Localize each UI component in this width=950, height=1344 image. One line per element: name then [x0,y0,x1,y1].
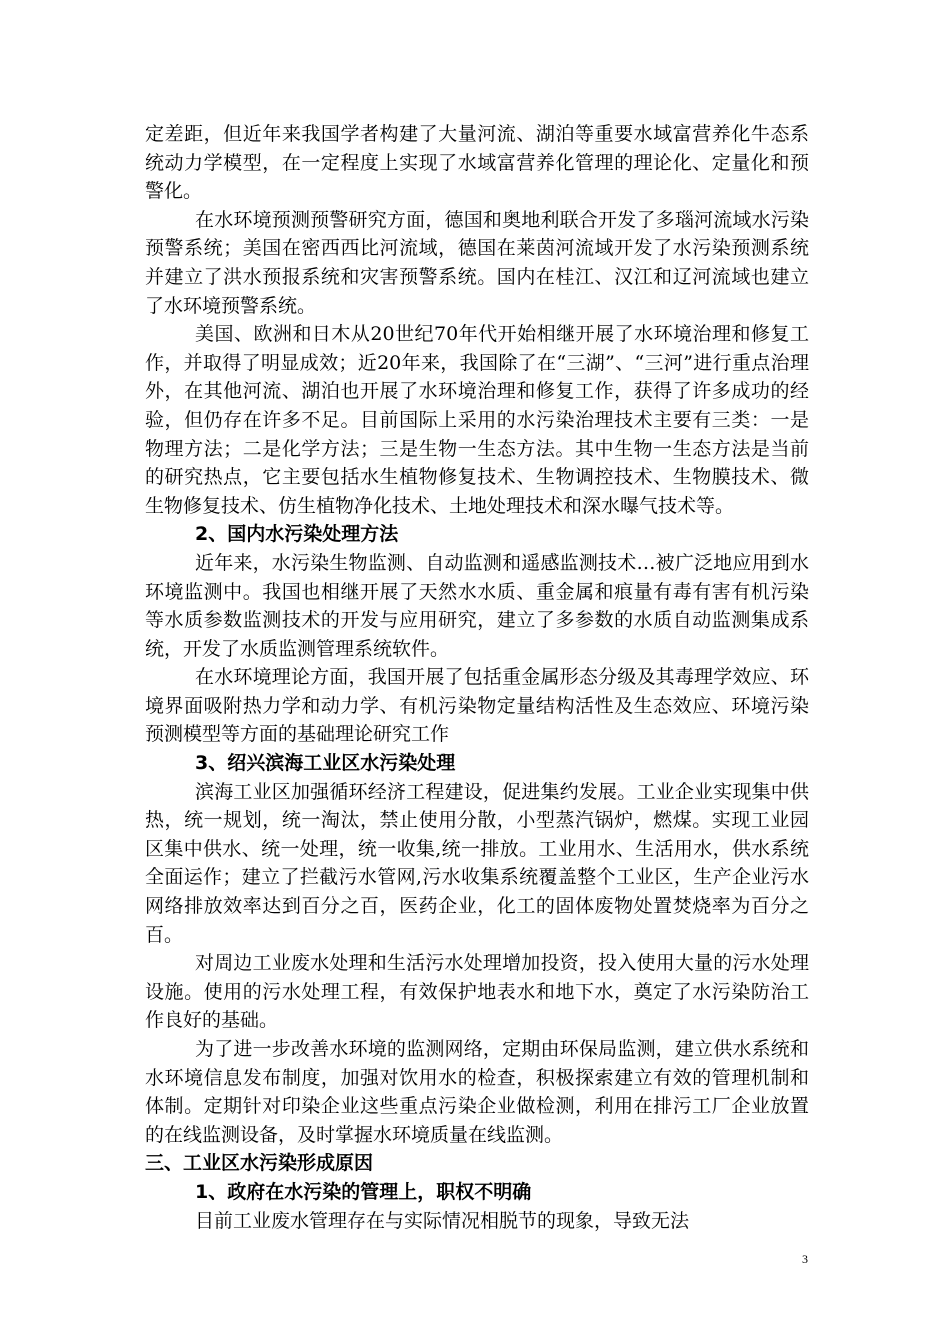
paragraph-monitoring-tech: 近年来，水污染生物监测、自动监测和遥感监测技术…被广泛地应用到水环境监测中。我国也相继开展了天然水水质、重金属和痕量有毒有害有机污染等水质参数监测技术的开发与应用研究，建立了多参数的水质自动监测集成系统，开发了水质监测管理系统软件。 [145,551,809,660]
paragraph-investment: 对周边工业废水处理和生活污水处理增加投资，投入使用大量的污水处理设施。使用的污水处理工程，有效保护地表水和地下水，奠定了水污染防治工作良好的基础。 [145,952,809,1032]
paragraph-monitoring-network: 为了进一步改善水环境的监测网络，定期由环保局监测，建立供水系统和水环境信息发布制度，加强对饮用水的检查，积极探索建立有效的管理机制和体制。定期针对印染企业这些重点污染企业做检测，利用在排污工厂企业放置的在线监测设备，及时掌握水环境质量在线监测。 [145,1038,809,1146]
paragraph-water-prediction: 在水环境预测预警研究方面，德国和奥地利联合开发了多瑙河流域水污染预警系统；美国在密西西比河流域，德国在莱茵河流域开发了水污染预测系统并建立了洪水预报系统和灾害预警系统。国内在桂江、汉江和辽河流域也建立了水环境预警系统。 [145,208,809,317]
document-page [145,120,809,1235]
page-number: 3 [802,1252,808,1266]
heading-section-three: 三、工业区水污染形成原因 [145,1152,374,1175]
heading-shaoxing-binhai: 3、绍兴滨海工业区水污染处理 [195,752,456,775]
heading-domestic-methods: 2、国内水污染处理方法 [195,523,399,546]
paragraph-binhai-construction: 滨海工业区加强循环经济工程建设，促进集约发展。工业企业实现集中供热，统一规划，统一淘汰，禁止使用分散，小型蒸汽锅炉，燃煤。实现工业园区集中供水、统一处理，统一收集,统一排放。工业用水、生活用水，供水系统全面运作；建立了拦截污水管网,污水收集系统覆盖整个工业区，生产企业污水网络排放效率达到百分之百，医药企业，化工的固体废物处置焚烧率为百分之百。 [145,780,809,946]
paragraph-water-treatment-history: 美国、欧洲和日木从20世纪70年代开始相继开展了水环境治理和修复工作，并取得了明显成效；近20年来，我国除了在“三湖”、“三河”进行重点治理外，在其他河流、湖泊也开展了水环境治理和修复工作，获得了许多成功的经验，但仍存在许多不足。目前国际上采用的水污染治理技术主要有三类：一是物理方法；二是化学方法；三是生物一生态方法。其中生物一生态方法是当前的研究热点，它主要包括水生植物修复技术、生物调控技术、生物膜技术、微生物修复技术、仿生植物净化技术、土地处理技术和深水曝气技术等。 [145,323,809,517]
paragraph-theory-research: 在水环境理论方面，我国开展了包括重金属形态分级及其毒理学效应、环境界面吸附热力学和动力学、有机污染物定量结构活性及生态效应、环境污染预测模型等方面的基础理论研究工作 [145,666,809,746]
paragraph-wastewater-management: 目前工业废水管理存在与实际情况相脱节的现象，导致无法 [195,1209,690,1232]
paragraph-intro-continuation: 定差距，但近年来我国学者构建了大量河流、湖泊等重要水域富营养化牛态系统动力学模型，在一定程度上实现了水域富营养化管理的理论化、定量化和预警化。 [145,123,809,203]
heading-government-management: 1、政府在水污染的管理上，职权不明确 [195,1180,532,1203]
